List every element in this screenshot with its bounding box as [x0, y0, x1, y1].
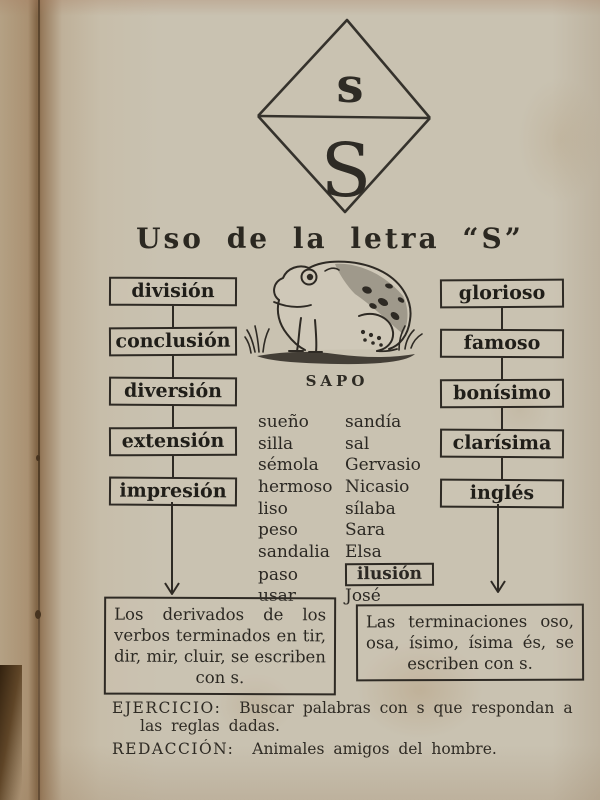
word-left: sémola — [258, 455, 319, 476]
word-row — [258, 477, 458, 499]
toad-ground-shadow — [257, 352, 415, 364]
book-corner-shadow — [0, 665, 22, 800]
paper-speck — [35, 610, 41, 619]
left-word-chain — [109, 277, 237, 506]
word-left: usar — [258, 585, 296, 606]
word-row — [258, 520, 458, 542]
chain-box-diversion: diversión — [109, 377, 237, 407]
word-left: liso — [258, 498, 288, 519]
chain-box-extension: extensión — [109, 427, 237, 457]
chain-box-conclusion: conclusión — [109, 327, 237, 357]
emblem-small-s: s — [336, 58, 364, 114]
chain-connector — [172, 456, 175, 477]
book-gutter-crease — [38, 0, 40, 800]
redaccion-line — [112, 741, 578, 759]
redaccion-label: REDACCIÓN: — [112, 740, 235, 758]
word-right: José — [345, 585, 381, 606]
chain-box-division: división — [109, 277, 237, 307]
word-right: Elsa — [345, 542, 382, 563]
rule-box-right: Las terminaciones oso, osa, ísimo, ísima és, se escriben con s. — [356, 604, 584, 682]
paper-speck — [36, 455, 40, 461]
exercise-section — [112, 700, 578, 765]
word-left: peso — [258, 520, 298, 541]
highlighted-word-box: ilusión — [345, 563, 434, 586]
exercise-line — [112, 700, 578, 735]
page-title: Uso de la letra “S” — [136, 222, 524, 255]
rule-box-left: Los derivados de los verbos terminados en tir, dir, mir, cluir, se escriben con s. — [104, 597, 336, 696]
letter-s-emblem — [250, 12, 440, 217]
chain-connector — [172, 406, 175, 427]
chain-connector — [501, 408, 504, 429]
word-left: silla — [258, 433, 294, 454]
word-right: Sara — [345, 520, 386, 541]
chain-connector — [501, 358, 504, 379]
toad-illustration — [243, 256, 431, 370]
emblem-divider-line — [258, 116, 430, 118]
example-word-list — [258, 412, 458, 607]
chain-box-impresion: impresión — [109, 477, 237, 507]
word-left: paso — [258, 564, 298, 585]
word-row — [258, 542, 458, 564]
word-left: hermoso — [258, 477, 333, 498]
word-right: sandía — [345, 412, 402, 432]
chain-connector — [172, 306, 175, 327]
word-right: Gervasio — [345, 455, 421, 476]
emblem-large-s: S — [320, 128, 372, 214]
right-word-chain — [440, 279, 564, 508]
chain-box-famoso: famoso — [440, 329, 564, 359]
chain-box-clarisima: clarísima — [440, 429, 564, 459]
toad-eye-pupil — [307, 274, 313, 280]
word-left: sueño — [258, 412, 309, 432]
chain-box-glorioso: glorioso — [440, 279, 564, 309]
word-row — [258, 564, 458, 586]
illustration-caption: SAPO — [305, 372, 369, 390]
down-arrow-left — [160, 502, 184, 600]
down-arrow-right — [486, 504, 510, 598]
chain-connector — [501, 308, 504, 329]
word-row — [258, 412, 458, 434]
exercise-label: EJERCICIO: — [112, 699, 222, 717]
word-right: Nicasio — [345, 477, 410, 498]
word-left: sandalia — [258, 542, 330, 563]
word-row — [258, 455, 458, 477]
word-right — [345, 564, 458, 587]
word-row — [258, 434, 458, 456]
chain-connector — [172, 356, 175, 377]
word-right: sal — [345, 433, 370, 454]
word-row — [258, 499, 458, 521]
word-right: sílaba — [345, 498, 396, 519]
chain-box-bonisimo: bonísimo — [440, 379, 564, 409]
exercise-text: Buscar palabras con s que respondan a las reglas dadas. — [140, 699, 573, 735]
redaccion-text: Animales amigos del hombre. — [252, 740, 497, 758]
chain-connector — [501, 458, 504, 479]
chain-box-ingles: inglés — [440, 479, 564, 509]
